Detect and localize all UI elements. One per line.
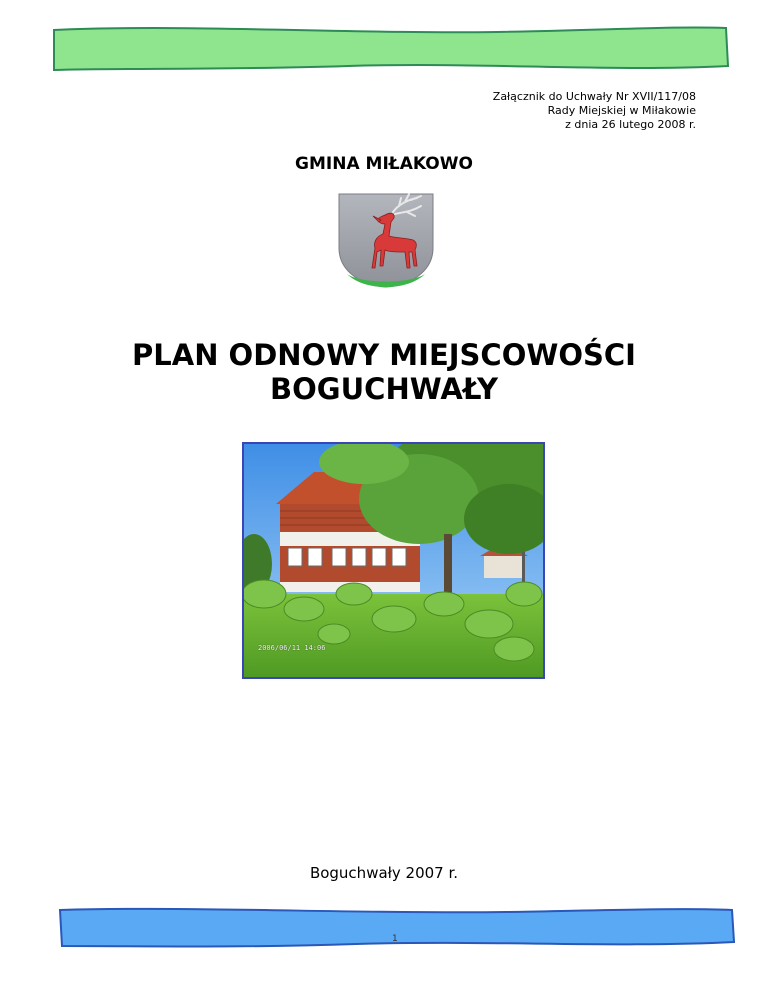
attachment-line-3: z dnia 26 lutego 2008 r.: [565, 118, 696, 131]
title-line-1: PLAN ODNOWY MIEJSCOWOŚCI: [132, 338, 636, 372]
photo-timestamp: 2006/06/11 14:06: [258, 644, 326, 652]
top-banner: [48, 22, 732, 76]
coat-of-arms-icon: [337, 190, 435, 288]
attachment-line-1: Załącznik do Uchwały Nr XVII/117/08: [492, 90, 696, 103]
village-photo: [242, 442, 545, 679]
page-number: 1: [392, 934, 398, 944]
attachment-line-2: Rady Miejskiej w Miłakowie: [547, 104, 696, 117]
title-line-2: BOGUCHWAŁY: [270, 372, 498, 406]
attachment-note: [376, 90, 696, 132]
school-building-image: [244, 444, 543, 677]
place-date: Boguchwały 2007 r.: [309, 864, 459, 882]
document-title: [0, 338, 768, 406]
municipality-heading: GMINA MIŁAKOWO: [295, 154, 473, 174]
